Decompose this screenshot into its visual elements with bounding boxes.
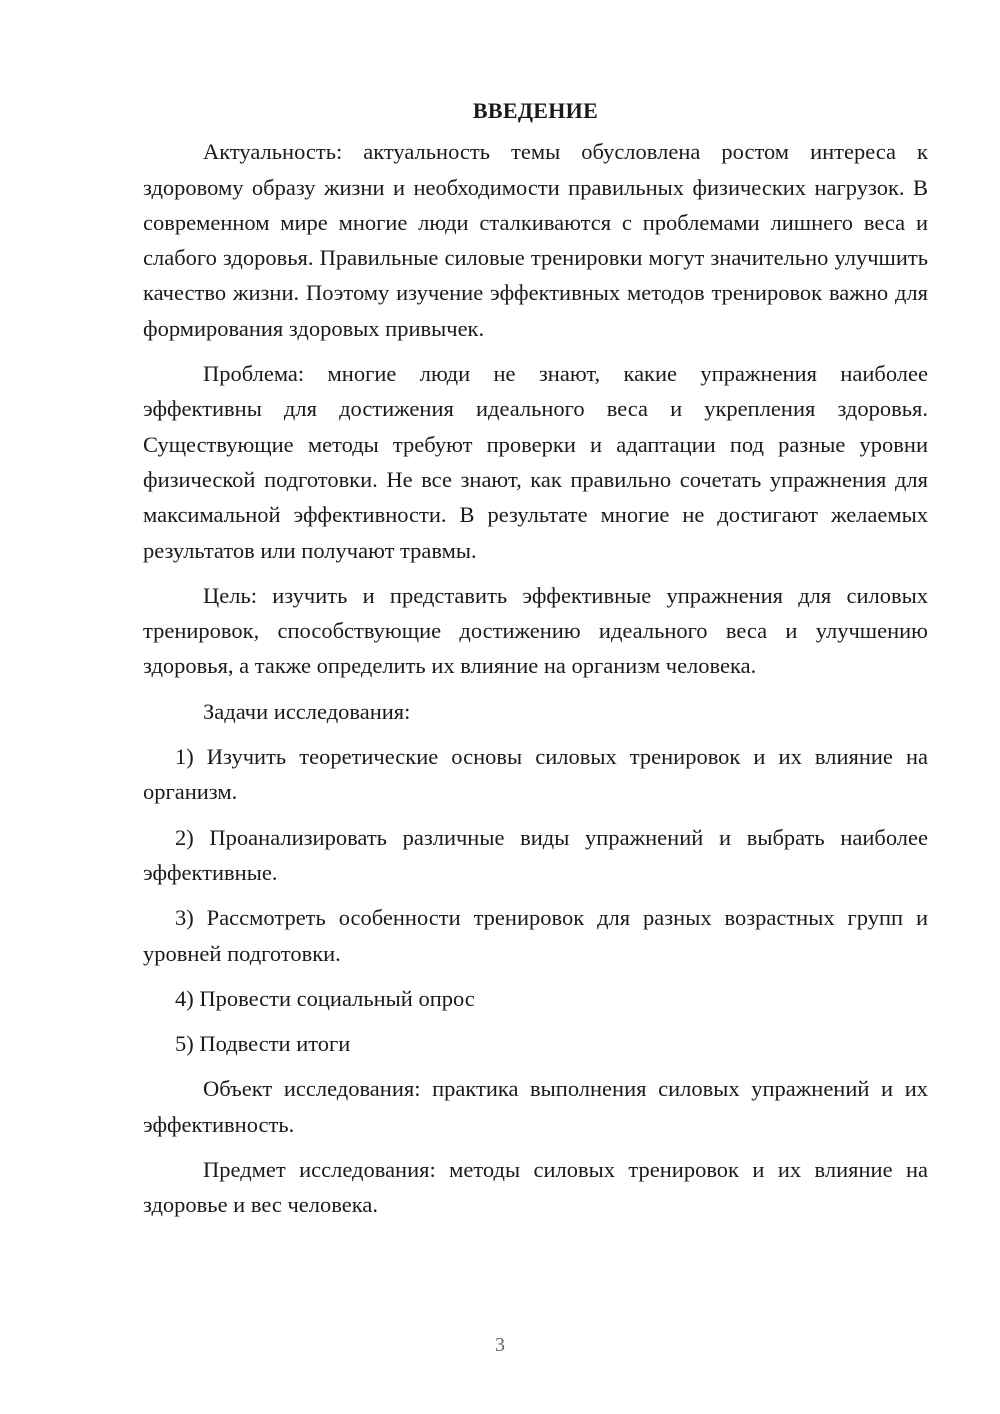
tasks-list (143, 739, 928, 1061)
tasks-heading: Задачи исследования: (203, 698, 411, 724)
goal-paragraph: Цель: изучить и представить эффективные упражнения для силовых тренировок, способствующие достижению идеального веса и улучшению здоровья, а также определить их влияние на организм человека. (143, 582, 928, 679)
task-item-2: 2) Проанализировать различные виды упражнений и выбрать наиболее эффективные. (143, 824, 928, 885)
task-item-1: 1) Изучить теоретические основы силовых тренировок и их влияние на организм. (143, 744, 928, 805)
relevance-paragraph: Актуальность: актуальность темы обусловлена ростом интереса к здоровому образу жизни и необходимости правильных физических нагрузок. В современном мире многие люди сталкиваются с проблемами лишнего веса и слабого здоровья. Правильные силовые тренировки могут значительно улучшить качество жизни. Поэтому изучение эффективных методов тренировок важно для формирования здоровых привычек. (143, 139, 928, 341)
page-number: 3 (495, 1334, 505, 1356)
research-object-paragraph: Объект исследования: практика выполнения силовых упражнений и их эффективность. (143, 1076, 928, 1137)
problem-paragraph: Проблема: многие люди не знают, какие упражнения наиболее эффективны для достижения идеального веса и укрепления здоровья. Существующие методы требуют проверки и адаптации под разные уровни физической подготовки. Не все знают, как правильно сочетать упражнения для максимальной эффективности. В результате многие не достигают желаемых результатов или получают травмы. (143, 361, 928, 563)
document-page (143, 93, 928, 1233)
research-subject-paragraph: Предмет исследования: методы силовых тренировок и их влияние на здоровье и вес человека. (143, 1157, 928, 1218)
task-item-3: 3) Рассмотреть особенности тренировок для разных возрастных групп и уровней подготовки. (143, 905, 928, 966)
task-item-5: 5) Подвести итоги (175, 1031, 351, 1057)
task-item-4: 4) Провести социальный опрос (175, 985, 475, 1011)
page-title: ВВЕДЕНИЕ (472, 98, 599, 123)
